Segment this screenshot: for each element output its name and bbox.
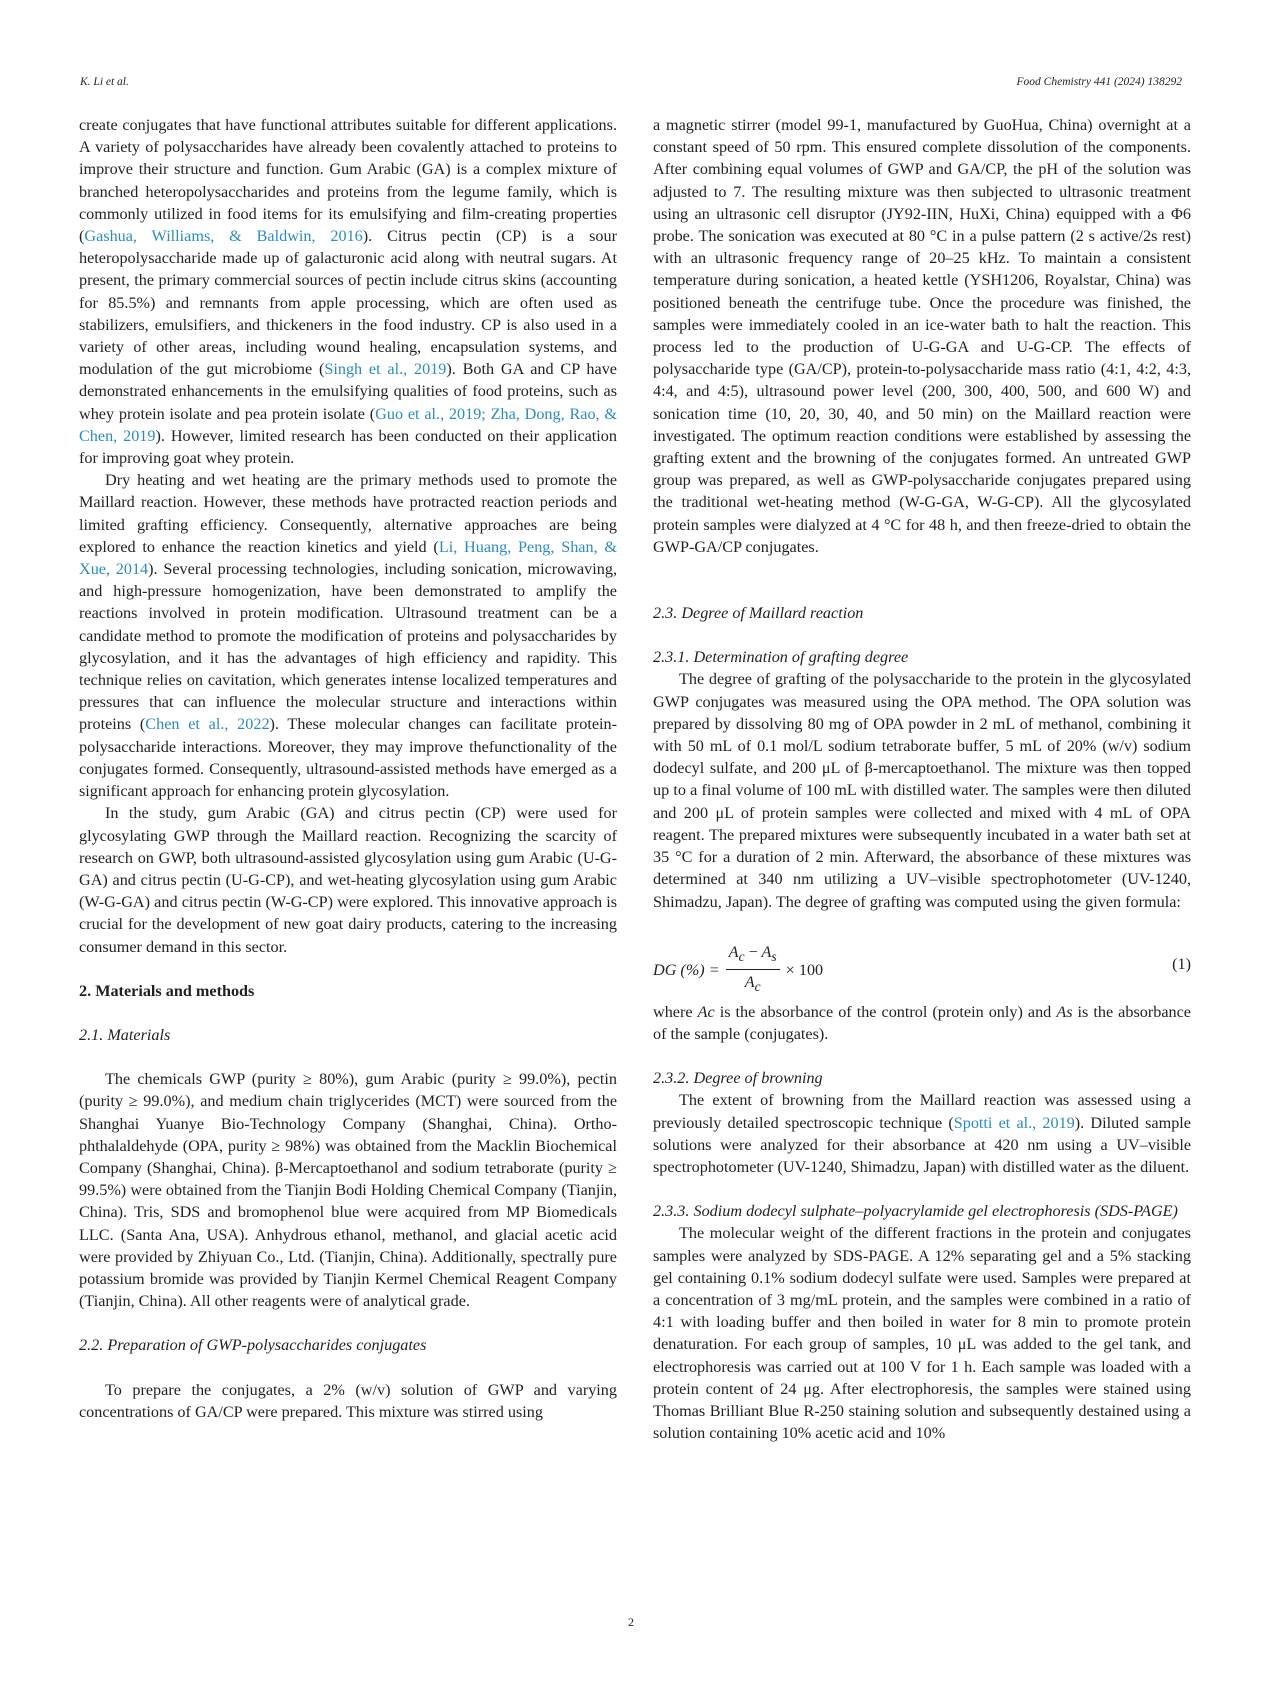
equation-dg xyxy=(653,929,1191,995)
citation-link[interactable]: Singh et al., 2019 xyxy=(324,360,447,379)
subsection-heading-preparation: 2.2. Preparation of GWP-polysaccharides conjugates xyxy=(79,1336,427,1355)
citation-link[interactable]: Guo et al., 2019; Zha, Dong, Rao, & Chen, 2019 xyxy=(79,404,617,445)
subsubsection-heading-browning: 2.3.2. Degree of browning xyxy=(653,1069,823,1088)
equation-denominator: $A_c$ xyxy=(744,973,761,995)
citation-link[interactable]: Gashua, Williams, & Baldwin, 2016 xyxy=(84,227,363,246)
citation-link[interactable]: Chen et al., 2022 xyxy=(145,715,270,734)
equation-multiplier: × 100 xyxy=(785,960,824,979)
paragraph-browning: The extent of browning from the Maillard reaction was assessed using a previously detailed spectroscopic technique (Spotti et al., 2019). Diluted sample solutions were analyzed for their absorbance at 420 nm using a UV–visible spectrophotometer (UV-1240, Shimadzu, Japan) with distilled water as the diluent. xyxy=(653,1091,1191,1176)
subsection-heading-materials: 2.1. Materials xyxy=(79,1025,171,1044)
left-column xyxy=(79,114,617,1423)
paragraph-preparation-continued: a magnetic stirrer (model 99-1, manufactured by GuoHua, China) overnight at a constant speed of 50 rpm. This ensured complete dissolution of the components. After combining equal volumes of GWP and GA/CP, the pH of the solution was adjusted to 7. The resulting mixture was then subjected to ultrasonic treatment using an ultrasonic cell disruptor (JY92-IIN, HuXi, China) equipped with a Φ6 probe. The sonication was executed at 80 °C in a pulse pattern (2 s active/2s rest) with an ultrasonic frequency range of 20–25 kHz. To maintain a consistent temperature during sonication, a heated kettle (YSH1206, Royalstar, China) was positioned beneath the centrifuge tube. Once the procedure was finished, the samples were immediately cooled in an ice-water bath to halt the reaction. This process led to the production of U-G-GA and U-G-CP. The effects of polysaccharide type (GA/CP), protein-to-polysaccharide mass ratio (4:1, 4:2, 4:3, 4:4, and 4:5), ultrasound power level (200, 300, 400, 500, and 600 W) and sonication time (10, 20, 30, 40, and 50 min) on the Maillard reaction were investigated. The optimum reaction conditions were established by assessing the grafting extent and the browning of the conjugates formed. An untreated GWP group was prepared, as well as GWP-polysaccharide conjugates prepared using the traditional wet-heating method (W-G-GA, W-G-CP). All the glycosylated protein samples were dialyzed at 4 °C for 48 h, and then freeze-dried to obtain the GWP-GA/CP conjugates. xyxy=(653,116,1191,556)
page-number: 2 xyxy=(628,1615,634,1629)
subsection-heading-maillard-degree: 2.3. Degree of Maillard reaction xyxy=(653,604,864,623)
paragraph-preparation-start: To prepare the conjugates, a 2% (w/v) solution of GWP and varying concentrations of GA/CP were prepared. This mixture was stirred using xyxy=(79,1380,617,1421)
section-heading-materials-methods: 2. Materials and methods xyxy=(79,981,255,1000)
paragraph-equation-definitions: where Ac is the absorbance of the control (protein only) and As is the absorbance of the sample (conjugates). xyxy=(653,1002,1191,1043)
equation-body xyxy=(653,941,823,999)
running-head-journal: Food Chemistry 441 (2024) 138292 xyxy=(1016,76,1182,88)
subsubsection-heading-sds-page: 2.3.3. Sodium dodecyl sulphate–polyacrylamide gel electrophoresis (SDS-PAGE) xyxy=(653,1202,1178,1221)
subsubsection-heading-grafting: 2.3.1. Determination of grafting degree xyxy=(653,648,909,667)
running-head-authors: K. Li et al. xyxy=(80,76,129,88)
paragraph-intro-polysaccharides: create conjugates that have functional attributes suitable for different applications. A variety of polysaccharides have already been covalently attached to proteins to improve their structure and function. Gum Arabic (GA) is a complex mixture of branched heteropolysaccharides and proteins from the legume family, which is commonly utilized in food items for its emulsifying and film-creating properties (Gashua, Williams, & Baldwin, 2016). Citrus pectin (CP) is a sour heteropolysaccharide made up of galacturonic acid along with neutral sugars. At present, the primary commercial sources of pectin include citrus skins (accounting for 85.5%) and remnants from apple processing, which are often used as stabilizers, emulsifiers, and thickeners in the food industry. CP is also used in a variety of other areas, including wound healing, encapsulation systems, and modulation of the gut microbiome (Singh et al., 2019). Both GA and CP have demonstrated enhancements in the emulsifying qualities of food proteins, such as whey protein isolate and pea protein isolate (Guo et al., 2019; Zha, Dong, Rao, & Chen, 2019). However, limited research has been conducted on their application for improving goat whey protein. xyxy=(79,116,617,468)
equation-fraction xyxy=(726,941,780,999)
paragraph-heating-methods: Dry heating and wet heating are the primary methods used to promote the Maillard reaction. However, these methods have protracted reaction periods and limited grafting efficiency. Consequently, alternative approaches are being explored to enhance the reaction kinetics and yield (Li, Huang, Peng, Shan, & Xue, 2014). Several processing technologies, including sonication, microwaving, and high-pressure homogenization, have been demonstrated to amplify the reactions involved in protein modification. Ultrasound treatment can be a candidate method to promote the modification of proteins and polysaccharides by glycosylation, and it has the advantages of high efficiency and rapidity. This technique relies on cavitation, which generates intense localized temperatures and pressures that can influence the molecular structure and interactions within proteins (Chen et al., 2022). These molecular changes can facilitate protein-polysaccharide interactions. Moreover, they may improve thefunctionality of the conjugates formed. Consequently, ultrasound-assisted methods have emerged as a significant approach for enhancing protein glycosylation. xyxy=(79,471,617,801)
paragraph-grafting: The degree of grafting of the polysaccharide to the protein in the glycosylated GWP conjugates was measured using the OPA method. The OPA solution was prepared by dissolving 80 mg of OPA powder in 2 mL of methanol, combining it with 50 mL of 0.1 mol/L sodium tetraborate buffer, 5 mL of 20% (w/v) sodium dodecyl sulfate, and 200 μL of β-mercaptoethanol. The mixture was then topped up to a final volume of 100 mL with distilled water. The samples were then diluted and 200 μL of protein samples were collected and mixed with 4 mL of OPA reagent. The prepared mixtures were subsequently incubated in a water bath set at 35 °C for a duration of 2 min. Afterward, the absorbance of these mixtures was determined at 340 nm utilizing a UV–visible spectrophotometer (UV-1240, Shimadzu, Japan). The degree of grafting was computed using the given formula: xyxy=(653,670,1191,911)
citation-link[interactable]: Spotti et al., 2019 xyxy=(953,1113,1075,1132)
paragraph-materials: The chemicals GWP (purity ≥ 80%), gum Arabic (purity ≥ 99.0%), pectin (purity ≥ 99.0%), and medium chain triglycerides (MCT) were sourced from the Shanghai Yuanye Bio-Technology Company (Shanghai, China). Ortho-phthalaldehyde (OPA, purity ≥ 98%) was obtained from the Macklin Biochemical Company (Shanghai, China). β-Mercaptoethanol and sodium tetraborate (purity ≥ 99.5%) were obtained from the Tianjin Bodi Holding Chemical Company (Tianjin, China). Tris, SDS and bromophenol blue were acquired from MP Biomedicals LLC. (Santa Ana, USA). Anhydrous ethanol, methanol, and glacial acetic acid were provided by Zhiyuan Co., Ltd. (Tianjin, China). Additionally, spectrally pure potassium bromide was provided by Tianjin Kermel Chemical Reagent Company (Tianjin, China). All other reagents were of analytical grade. xyxy=(79,1070,617,1311)
paragraph-sds-page: The molecular weight of the different fractions in the protein and conjugates samples were analyzed by SDS-PAGE. A 12% separating gel and a 5% stacking gel containing 0.1% sodium dodecyl sulfate were used. Samples were prepared at a concentration of 3 mg/mL protein, and the samples were combined in a ratio of 4:1 with loading buffer and then boiled in water for 8 min to promote protein denaturation. For each group of samples, 10 μL was added to the gel tank, and electrophoresis was carried out at 100 V for 1 h. Each sample was loaded with a protein content of 24 μg. After electrophoresis, the samples were stained using Thomas Brilliant Blue R-250 staining solution and subsequently destained using a solution containing 10% acetic acid and 10% xyxy=(653,1224,1191,1443)
right-column xyxy=(653,114,1191,1444)
equation-numerator: $A_c - A_s$ xyxy=(726,941,780,970)
equation-lhs: DG (%) = xyxy=(653,960,720,979)
paragraph-study-aim: In the study, gum Arabic (GA) and citrus pectin (CP) were used for glycosylating GWP through the Maillard reaction. Recognizing the scarcity of research on GWP, both ultrasound-assisted glycosylation using gum Arabic (U-G-GA) and citrus pectin (U-G-CP), and wet-heating glycosylation using gum Arabic (W-G-GA) and citrus pectin (W-G-CP) were explored. This innovative approach is crucial for the development of new goat dairy products, catering to the increasing consumer demand in this sector. xyxy=(79,804,617,956)
equation-number: (1) xyxy=(1172,954,1191,973)
citation-link[interactable]: Li, Huang, Peng, Shan, & Xue, 2014 xyxy=(79,537,617,579)
running-head xyxy=(80,76,1182,92)
